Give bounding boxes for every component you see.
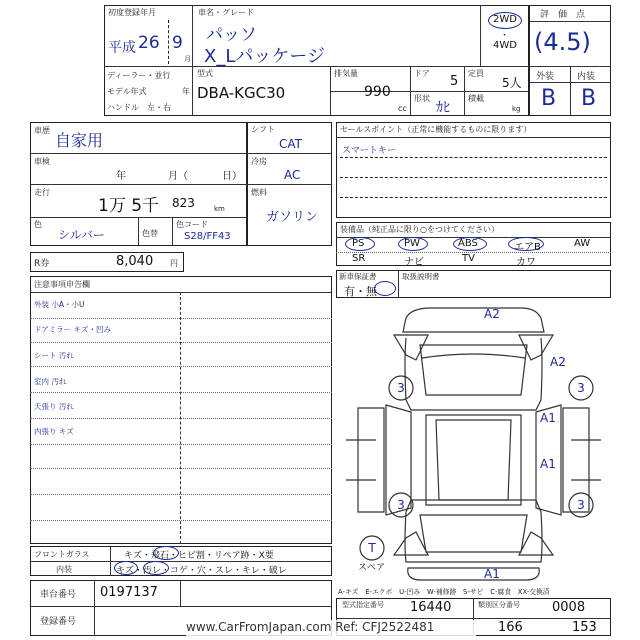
load-label: 積載 <box>468 94 484 103</box>
car-grade: X_Lパッケージ <box>204 46 325 67</box>
shift: CAT <box>279 137 302 151</box>
interior-scratch-circle <box>114 561 138 575</box>
fuel: ガソリン <box>266 210 319 225</box>
chassis-number: 0197137 <box>100 585 158 600</box>
equip-airbag: エアB <box>514 242 541 253</box>
notes-block <box>30 276 332 544</box>
watermark-text: www.CarFromJapan.com Ref: CFJ2522481 <box>186 620 435 634</box>
recycle-box <box>30 252 184 272</box>
color: シルバー <box>58 228 105 242</box>
color-swap-label: 色替 <box>142 229 158 238</box>
cc-unit: cc <box>398 104 407 113</box>
mileage-label: 走行 <box>34 188 50 197</box>
mileage-handwritten: 1万 5千 <box>98 196 160 216</box>
equip-airbag-circle <box>508 237 544 251</box>
registration-label: 登録番号 <box>40 617 77 627</box>
model-code: DBA-KGC30 <box>197 84 286 102</box>
front-glass-label: フロントガラス <box>34 550 90 559</box>
interior-grade: B <box>581 86 597 111</box>
mark-right-mid1: A1 <box>540 411 556 425</box>
kg-unit: kg <box>512 105 521 113</box>
type-number: 16440 <box>410 600 452 615</box>
capacity-label: 定員 <box>468 69 484 78</box>
aircon-label: 冷房 <box>251 157 267 166</box>
tire-front-right: 3 <box>577 381 585 395</box>
equip-navi: ナビ <box>404 257 424 268</box>
note-line-6: 内張り キズ <box>34 427 74 436</box>
score-label: 評 価 点 <box>540 10 586 20</box>
yen-unit: 円 <box>170 259 178 268</box>
shift-label: シフト <box>251 125 275 134</box>
equip-ps-circle <box>345 237 375 251</box>
equip-abs: ABS <box>458 238 478 249</box>
inspection-month: 月（ <box>168 171 188 182</box>
shape-label: 形状 <box>414 94 430 103</box>
capacity: 5人 <box>502 76 522 90</box>
size-2: 153 <box>572 620 597 635</box>
class-number-label: 類別区分番号 <box>478 601 520 609</box>
type-label: 型式 <box>197 69 213 78</box>
reg-month-unit: 月 <box>184 55 191 63</box>
reg-month: 9 <box>172 33 183 53</box>
note-line-5: 天張り 汚れ <box>34 402 74 411</box>
equip-sr: SR <box>352 253 366 264</box>
equip-ps: PS <box>352 238 365 249</box>
tire-rear-left: 3 <box>397 498 405 512</box>
mileage: 823 <box>172 196 195 210</box>
exterior-grade: B <box>541 86 557 111</box>
mark-bottom: A1 <box>484 567 500 581</box>
warranty-label: 新車保証書 <box>339 272 377 281</box>
score: (4.5) <box>534 28 591 56</box>
drive-dot: ・ <box>500 31 510 41</box>
aircon: AC <box>284 168 301 182</box>
history-label: 車歴 <box>34 126 50 135</box>
interior-options: キズ・汚レ・コゲ・穴・スレ・キレ・破レ <box>116 566 287 576</box>
shape: ｶﾋ <box>436 100 450 116</box>
type-number-label: 型式指定番号 <box>342 601 384 609</box>
tire-rear-right: 3 <box>577 498 585 512</box>
inspection-day: 日） <box>222 171 242 182</box>
interior-cond-label: 内装 <box>56 565 72 574</box>
warranty-value: 有・無 <box>344 285 377 298</box>
inspection-label: 車検 <box>34 157 50 166</box>
equip-abs-circle <box>453 237 487 251</box>
displacement: 990 <box>364 84 391 100</box>
manual-label: 取扱説明書 <box>402 272 440 281</box>
color-code: S28/FF43 <box>184 231 231 242</box>
mark-right-mid2: A1 <box>540 457 556 471</box>
class-number: 0008 <box>552 600 586 615</box>
model-year-label: モデル年式 <box>107 87 147 96</box>
reg-era: 平成 <box>108 40 136 56</box>
exterior-label: 外装 <box>536 72 555 82</box>
chassis-label: 車台番号 <box>40 590 77 600</box>
note-line-4: 室内 汚れ <box>34 377 67 386</box>
mark-top: A2 <box>484 307 500 321</box>
history: 自家用 <box>55 131 104 150</box>
note-line-1: 外装 小A・小U <box>34 300 85 309</box>
color-code-label: 色コード <box>176 220 208 229</box>
drive-4wd: 4WD <box>493 40 517 51</box>
equip-tv: TV <box>462 253 475 264</box>
color-label: 色 <box>34 220 42 229</box>
reg-date-label: 初度登録年月 <box>108 8 156 17</box>
notes-title: 注意事項申告欄 <box>34 280 90 289</box>
note-line-2: ドアミラー キズ・凹み <box>34 325 112 334</box>
fuel-label: 燃料 <box>251 188 267 197</box>
front-glass-options: キズ・飛石・ヒビ割・リペア跡・X要 <box>124 551 274 561</box>
sales-point-1: スマートキー <box>342 146 396 156</box>
equip-pw-circle <box>398 237 428 251</box>
displacement-label: 排気量 <box>334 69 358 78</box>
interior-label: 内装 <box>577 72 596 82</box>
recycle-label: R券 <box>34 259 50 269</box>
size-1: 166 <box>498 620 523 635</box>
drive-2wd: 2WD <box>493 14 517 25</box>
tire-front-left: 3 <box>397 381 405 395</box>
equipment-title: 装備品（純正品に限り○をつけてください） <box>340 225 499 234</box>
handle-label: ハンドル 左・右 <box>107 103 171 112</box>
front-glass-chip-circle <box>153 546 179 560</box>
dealer-label: ディーラー・並行 <box>107 71 171 80</box>
warranty-none-circle <box>374 281 396 296</box>
model-year-unit: 年 <box>182 87 190 96</box>
recycle-value: 8,040 <box>116 254 154 269</box>
car-name: パッソ <box>206 25 257 45</box>
km-unit: km <box>214 205 225 213</box>
spare-label: スペア <box>358 563 386 573</box>
damage-legend: A-キズ E-エクボ U-凹み W-補修跡 S-サビ C-腐食 XX-交換済 <box>338 588 550 596</box>
spare-tire: T <box>368 541 376 555</box>
door-label: ドア <box>414 69 430 78</box>
sales-points-title: セールスポイント（正常に機能するものに限ります） <box>340 125 532 134</box>
equip-leather: カワ <box>516 257 536 268</box>
reg-year: 26 <box>138 33 160 53</box>
mark-right-upper: A2 <box>550 355 566 369</box>
inspection-year: 年 <box>116 171 126 182</box>
equip-pw: PW <box>404 238 420 249</box>
interior-dirt-circle <box>143 561 169 575</box>
car-diagram <box>336 300 611 582</box>
car-name-label: 車名・グレード <box>198 8 254 17</box>
note-line-3: シート 汚れ <box>34 351 74 360</box>
doors: 5 <box>450 74 459 89</box>
watermark <box>186 620 476 638</box>
equip-aw: AW <box>574 238 591 249</box>
